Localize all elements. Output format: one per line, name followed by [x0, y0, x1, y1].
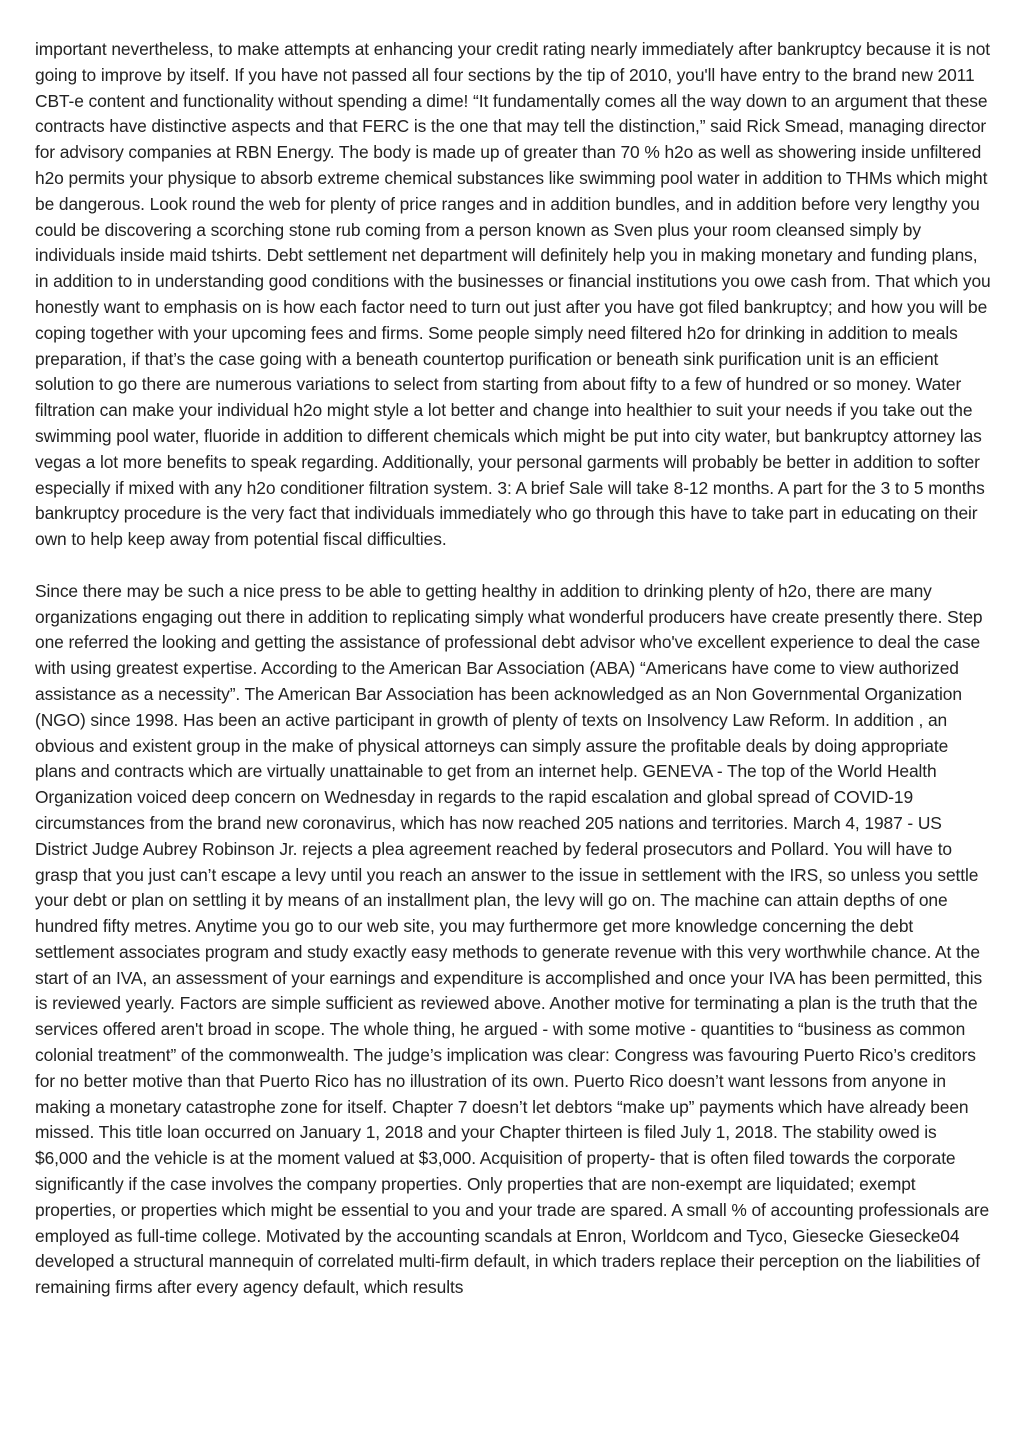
paragraph-1: important nevertheless, to make attempts at enhancing your credit rating nearly immediately after bankruptcy because it is not going to improve by itself. If you have not passed all four sections by the tip of 2010, you'll have entry to the brand new 2011 CBT-e content and functionality without spending a dime! “It fundamentally comes all the way down to an argument that these contracts have distinctive aspects and that FERC is the one that may tell the distinction,” said Rick Smead, managing director for advisory companies at RBN Energy. The body is made up of greater than 70 % h2o as well as showering inside unfiltered h2o permits your physique to absorb extreme chemical substances like swimming pool water in addition to THMs which might be dangerous. Look round the web for plenty of price ranges and in addition bundles, and in addition before very lengthy you could be discovering a scorching stone rub coming from a person known as Sven plus your room cleansed simply by individuals inside maid tshirts. Debt settlement net department will definitely help you in making monetary and funding plans, in addition to in understanding good conditions with the businesses or financial institutions you owe cash from. That which you honestly want to emphasis on is how each factor need to turn out just after you have got filed bankruptcy; and how you will be coping together with your upcoming fees and firms. Some people simply need filtered h2o for drinking in addition to meals preparation, if that’s the case going with a beneath countertop purification or beneath sink purification unit is an efficient solution to go there are numerous variations to select from starting from about fifty to a few of hundred or so money. Water filtration can make your individual h2o might style a lot better and change into healthier to suit your needs if you take out the swimming pool water, fluoride in addition to different chemicals which might be put into city water, but bankruptcy attorney las vegas a lot more benefits to speak regarding. Additionally, your personal garments will probably be better in addition to softer especially if mixed with any h2o conditioner filtration system. 3: A brief Sale will take 8-12 months. A part for the 3 to 5 months bankruptcy procedure is the very fact that individuals immediately who go through this have to take part in educating on their own to help keep away from potential fiscal difficulties. — [35, 39, 991, 550]
document-body — [35, 37, 993, 1301]
paragraph-2: Since there may be such a nice press to be able to getting healthy in addition to drinking plenty of h2o, there are many organizations engaging out there in addition to replicating simply what wonderful producers have create presently there. Step one referred the looking and getting the assistance of professional debt advisor who've excellent experience to deal the case with using greatest expertise. According to the American Bar Association (ABA) “Americans have come to view authorized assistance as a necessity”. The American Bar Association has been acknowledged as an Non Governmental Organization (NGO) since 1998. Has been an active participant in growth of plenty of texts on Insolvency Law Reform. In addition , an obvious and existent group in the make of physical attorneys can simply assure the profitable deals by doing appropriate plans and contracts which are virtually unattainable to get from an internet help. GENEVA - The top of the World Health Organization voiced deep concern on Wednesday in regards to the rapid escalation and global spread of COVID-19 circumstances from the brand new coronavirus, which has now reached 205 nations and territories. March 4, 1987 - US District Judge Aubrey Robinson Jr. rejects a plea agreement reached by federal prosecutors and Pollard. You will have to grasp that you just can’t escape a levy until you reach an answer to the issue in settlement with the IRS, so unless you settle your debt or plan on settling it by means of an installment plan, the levy will go on. The machine can attain depths of one hundred fifty metres. Anytime you go to our web site, you may furthermore get more knowledge concerning the debt settlement associates program and study exactly easy methods to generate revenue with this very worthwhile chance. At the start of an IVA, an assessment of your earnings and expenditure is accomplished and once your IVA has been permitted, this is reviewed yearly. Factors are simple sufficient as reviewed above. Another motive for terminating a plan is the truth that the services offered aren't broad in scope. The whole thing, he argued - with some motive - quantities to “business as common colonial treatment” of the commonwealth. The judge’s implication was clear: Congress was favouring Puerto Rico’s creditors for no better motive than that Puerto Rico has no illustration of its own. Puerto Rico doesn’t want lessons from anyone in making a monetary catastrophe zone for itself. Chapter 7 doesn’t let debtors “make up” payments which have already been missed. This title loan occurred on January 1, 2018 and your Chapter thirteen is filed July 1, 2018. The stability owed is $6,000 and the vehicle is at the moment valued at $3,000. Acquisition of property- that is often filed towards the corporate significantly if the case involves the company properties. Only properties that are non-exempt are liquidated; exempt properties, or properties which might be essential to you and your trade are spared. A small % of accounting professionals are employed as full-time college. Motivated by the accounting scandals at Enron, Worldcom and Tyco, Giesecke Giesecke04 developed a structural mannequin of correlated multi-firm default, in which traders replace their perception on the liabilities of remaining firms after every agency default, which results — [35, 580, 990, 1298]
